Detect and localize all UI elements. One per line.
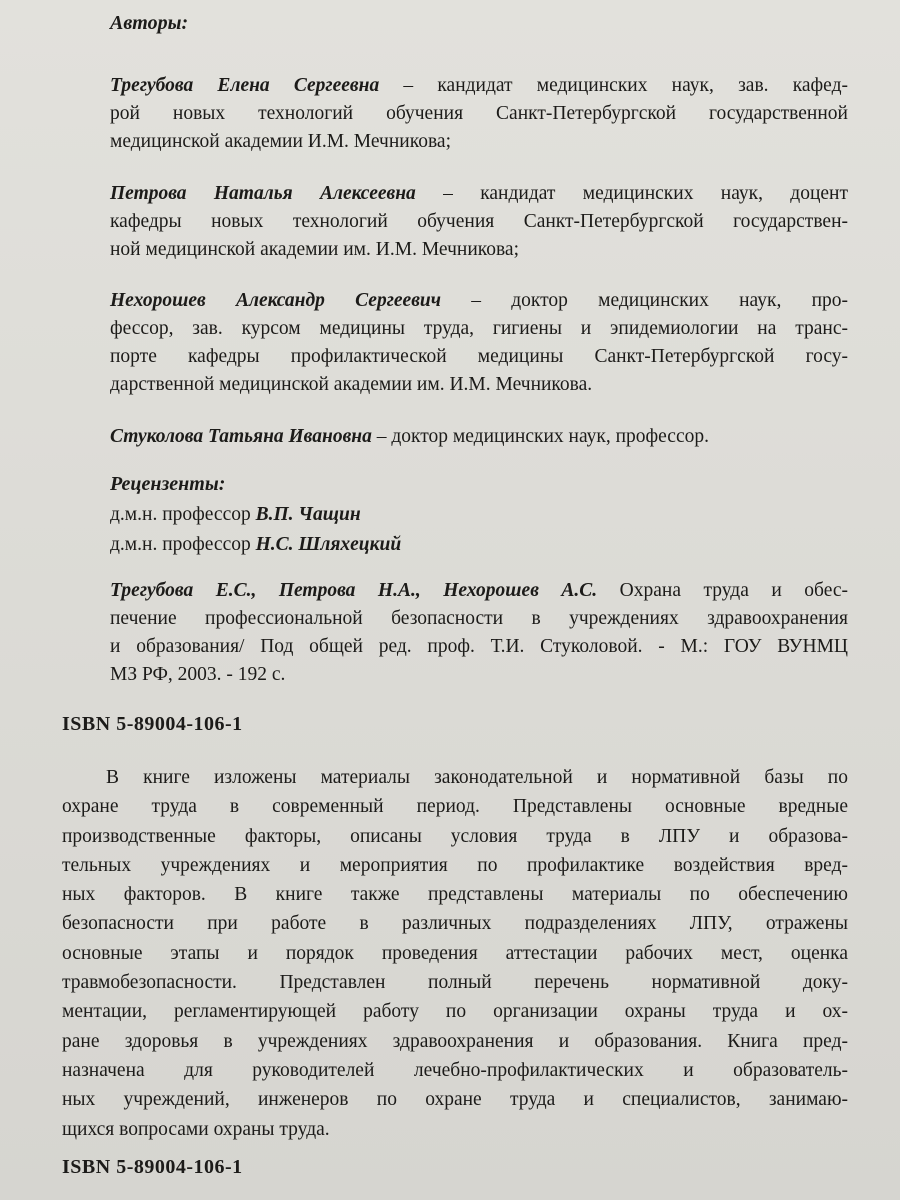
author-name: Стуколова Татьяна Ивановна bbox=[110, 426, 372, 447]
authors-heading: Авторы: bbox=[110, 12, 189, 34]
author-description: – кандидат медицинских наук, зав. кафед- bbox=[379, 75, 848, 96]
author-description: – доктор медицинских наук, профессор. bbox=[371, 426, 709, 447]
author-name: Трегубова Елена Сергеевна bbox=[110, 75, 380, 96]
citation-text: Охрана труда и обес- bbox=[597, 580, 848, 601]
author-description: дарственной медицинской академии им. И.М. Мечникова. bbox=[110, 374, 593, 395]
annotation-line: травмобезопасности. Представлен полный перечень нормативной доку- bbox=[62, 972, 848, 994]
author-description: рой новых технологий обучения Санкт-Петербургской государственной bbox=[110, 103, 848, 124]
annotation-line: ментации, регламентирующей работу по организации охраны труда и ох- bbox=[62, 1001, 848, 1023]
reviewer-title: д.м.н. профессор bbox=[110, 504, 256, 525]
author-description: ной медицинской академии им. И.М. Мечникова; bbox=[110, 239, 520, 260]
isbn-bottom: ISBN 5-89004-106-1 bbox=[62, 1156, 243, 1178]
reviewer-entry bbox=[110, 500, 848, 530]
annotation-line: тельных учреждениях и мероприятия по профилактике воздействия вред- bbox=[62, 854, 848, 876]
author-description: порте кафедры профилактической медицины Санкт-Петербургской госу- bbox=[110, 346, 848, 367]
annotation-line: В книге изложены материалы законодательной и нормативной базы по bbox=[106, 767, 848, 788]
author-entry-1 bbox=[110, 72, 848, 156]
author-description: медицинской академии И.М. Мечникова; bbox=[110, 131, 451, 152]
citation-authors: Трегубова Е.С., Петрова Н.А., Нехорошев А.С. bbox=[110, 580, 598, 601]
annotation-line: назначена для руководителей лечебно-профилактических и образователь- bbox=[62, 1059, 848, 1081]
annotation-line: щихся вопросами охраны труда. bbox=[62, 1118, 330, 1140]
citation-text: и образования/ Под общей ред. проф. Т.И. Стуколовой. - М.: ГОУ ВУНМЦ bbox=[110, 636, 848, 657]
annotation-line: безопасности при работе в различных подразделениях ЛПУ, отражены bbox=[62, 913, 848, 935]
author-description: кафедры новых технологий обучения Санкт-Петербургской государствен- bbox=[110, 211, 848, 232]
reviewer-title: д.м.н. профессор bbox=[110, 534, 256, 555]
annotation-line: производственные факторы, описаны условия труда в ЛПУ и образова- bbox=[62, 825, 848, 847]
author-description: фессор, зав. курсом медицины труда, гигиены и эпидемиологии на транс- bbox=[110, 318, 848, 339]
author-description: – кандидат медицинских наук, доцент bbox=[415, 183, 849, 204]
reviewers-list bbox=[110, 500, 848, 560]
citation-text: печение профессиональной безопасности в учреждениях здравоохранения bbox=[110, 608, 848, 629]
annotation-line: охране труда в современный период. Представлены основные вредные bbox=[62, 796, 848, 818]
author-entry-2 bbox=[110, 180, 848, 264]
reviewer-name: В.П. Чащин bbox=[255, 504, 361, 525]
reviewer-entry bbox=[110, 530, 848, 560]
annotation-paragraph bbox=[62, 763, 848, 1144]
author-name: Нехорошев Александр Сергеевич bbox=[110, 290, 441, 311]
author-description: – доктор медицинских наук, про- bbox=[441, 290, 848, 311]
bibliographic-citation bbox=[110, 577, 848, 689]
annotation-line: ных учреждений, инженеров по охране труда и специалистов, занимаю- bbox=[62, 1089, 848, 1111]
author-entry-3 bbox=[110, 287, 848, 399]
citation-text: МЗ РФ, 2003. - 192 с. bbox=[110, 664, 286, 685]
annotation-line: ране здоровья в учреждениях здравоохранения и образования. Книга пред- bbox=[62, 1030, 848, 1052]
reviewer-name: Н.С. Шляхецкий bbox=[255, 534, 402, 555]
author-name: Петрова Наталья Алексеевна bbox=[110, 183, 416, 204]
isbn-top: ISBN 5-89004-106-1 bbox=[62, 713, 243, 735]
annotation-line: ных факторов. В книге также представлены материалы по обеспечению bbox=[62, 884, 848, 906]
reviewers-heading: Рецензенты: bbox=[110, 473, 226, 495]
author-entry-4 bbox=[110, 423, 848, 451]
annotation-line: основные этапы и порядок проведения аттестации рабочих мест, оценка bbox=[62, 942, 848, 964]
